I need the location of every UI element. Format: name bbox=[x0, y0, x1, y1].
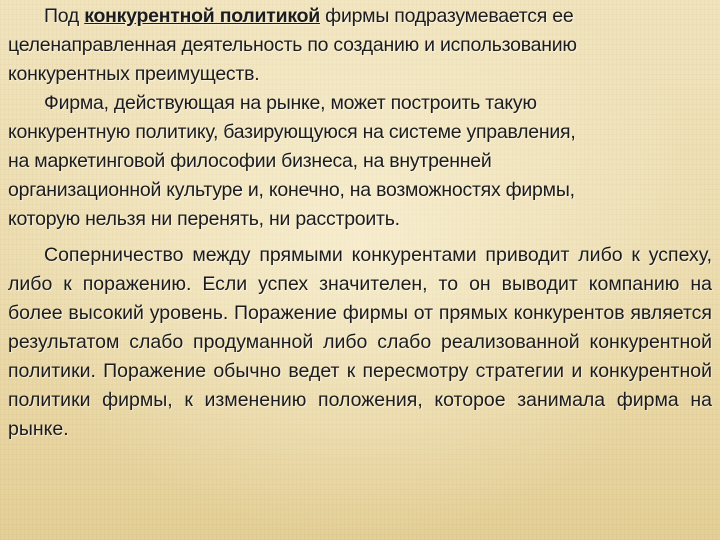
paragraph-firm-policy bbox=[8, 89, 712, 234]
firm-policy-line-3: на маркетинговой философии бизнеса, на внутренней bbox=[8, 150, 492, 172]
definition-term: конкурентной политикой bbox=[84, 5, 320, 27]
paragraph-definition-line-1 bbox=[8, 2, 712, 31]
definition-prefix: Под bbox=[44, 5, 85, 27]
definition-line-1-rest: фирмы подразумевается ее bbox=[319, 5, 574, 27]
firm-policy-line-1: Фирма, действующая на рынке, может построить такую bbox=[44, 92, 537, 114]
paragraph-rivalry: Соперничество между прямыми конкурентами приводит либо к успеху, либо к поражению. Если успех значителен, то он выводит компанию на более высокий уровень. Поражение фирмы от прямых конкурентов является результатом слабо продуманной либо слабо реализованной конкурентной политики. Поражение обычно ведет к пересмотру стратегии и конкурентной политики фирмы, к изменению положения, которое занимала фирма на рынке. bbox=[8, 244, 712, 440]
firm-policy-line-4: организационной культуре и, конечно, на возможностях фирмы, bbox=[8, 179, 575, 201]
firm-policy-line-2: конкурентную политику, базирующуюся на системе управления, bbox=[8, 121, 576, 143]
definition-line-3: конкурентных преимуществ. bbox=[8, 63, 260, 85]
definition-line-2: целенаправленная деятельность по созданию и использованию bbox=[8, 34, 577, 56]
slide-text-block bbox=[8, 2, 712, 444]
paragraph-definition bbox=[8, 2, 712, 89]
firm-policy-line-5: которую нельзя ни перенять, ни расстроить. bbox=[8, 208, 400, 230]
